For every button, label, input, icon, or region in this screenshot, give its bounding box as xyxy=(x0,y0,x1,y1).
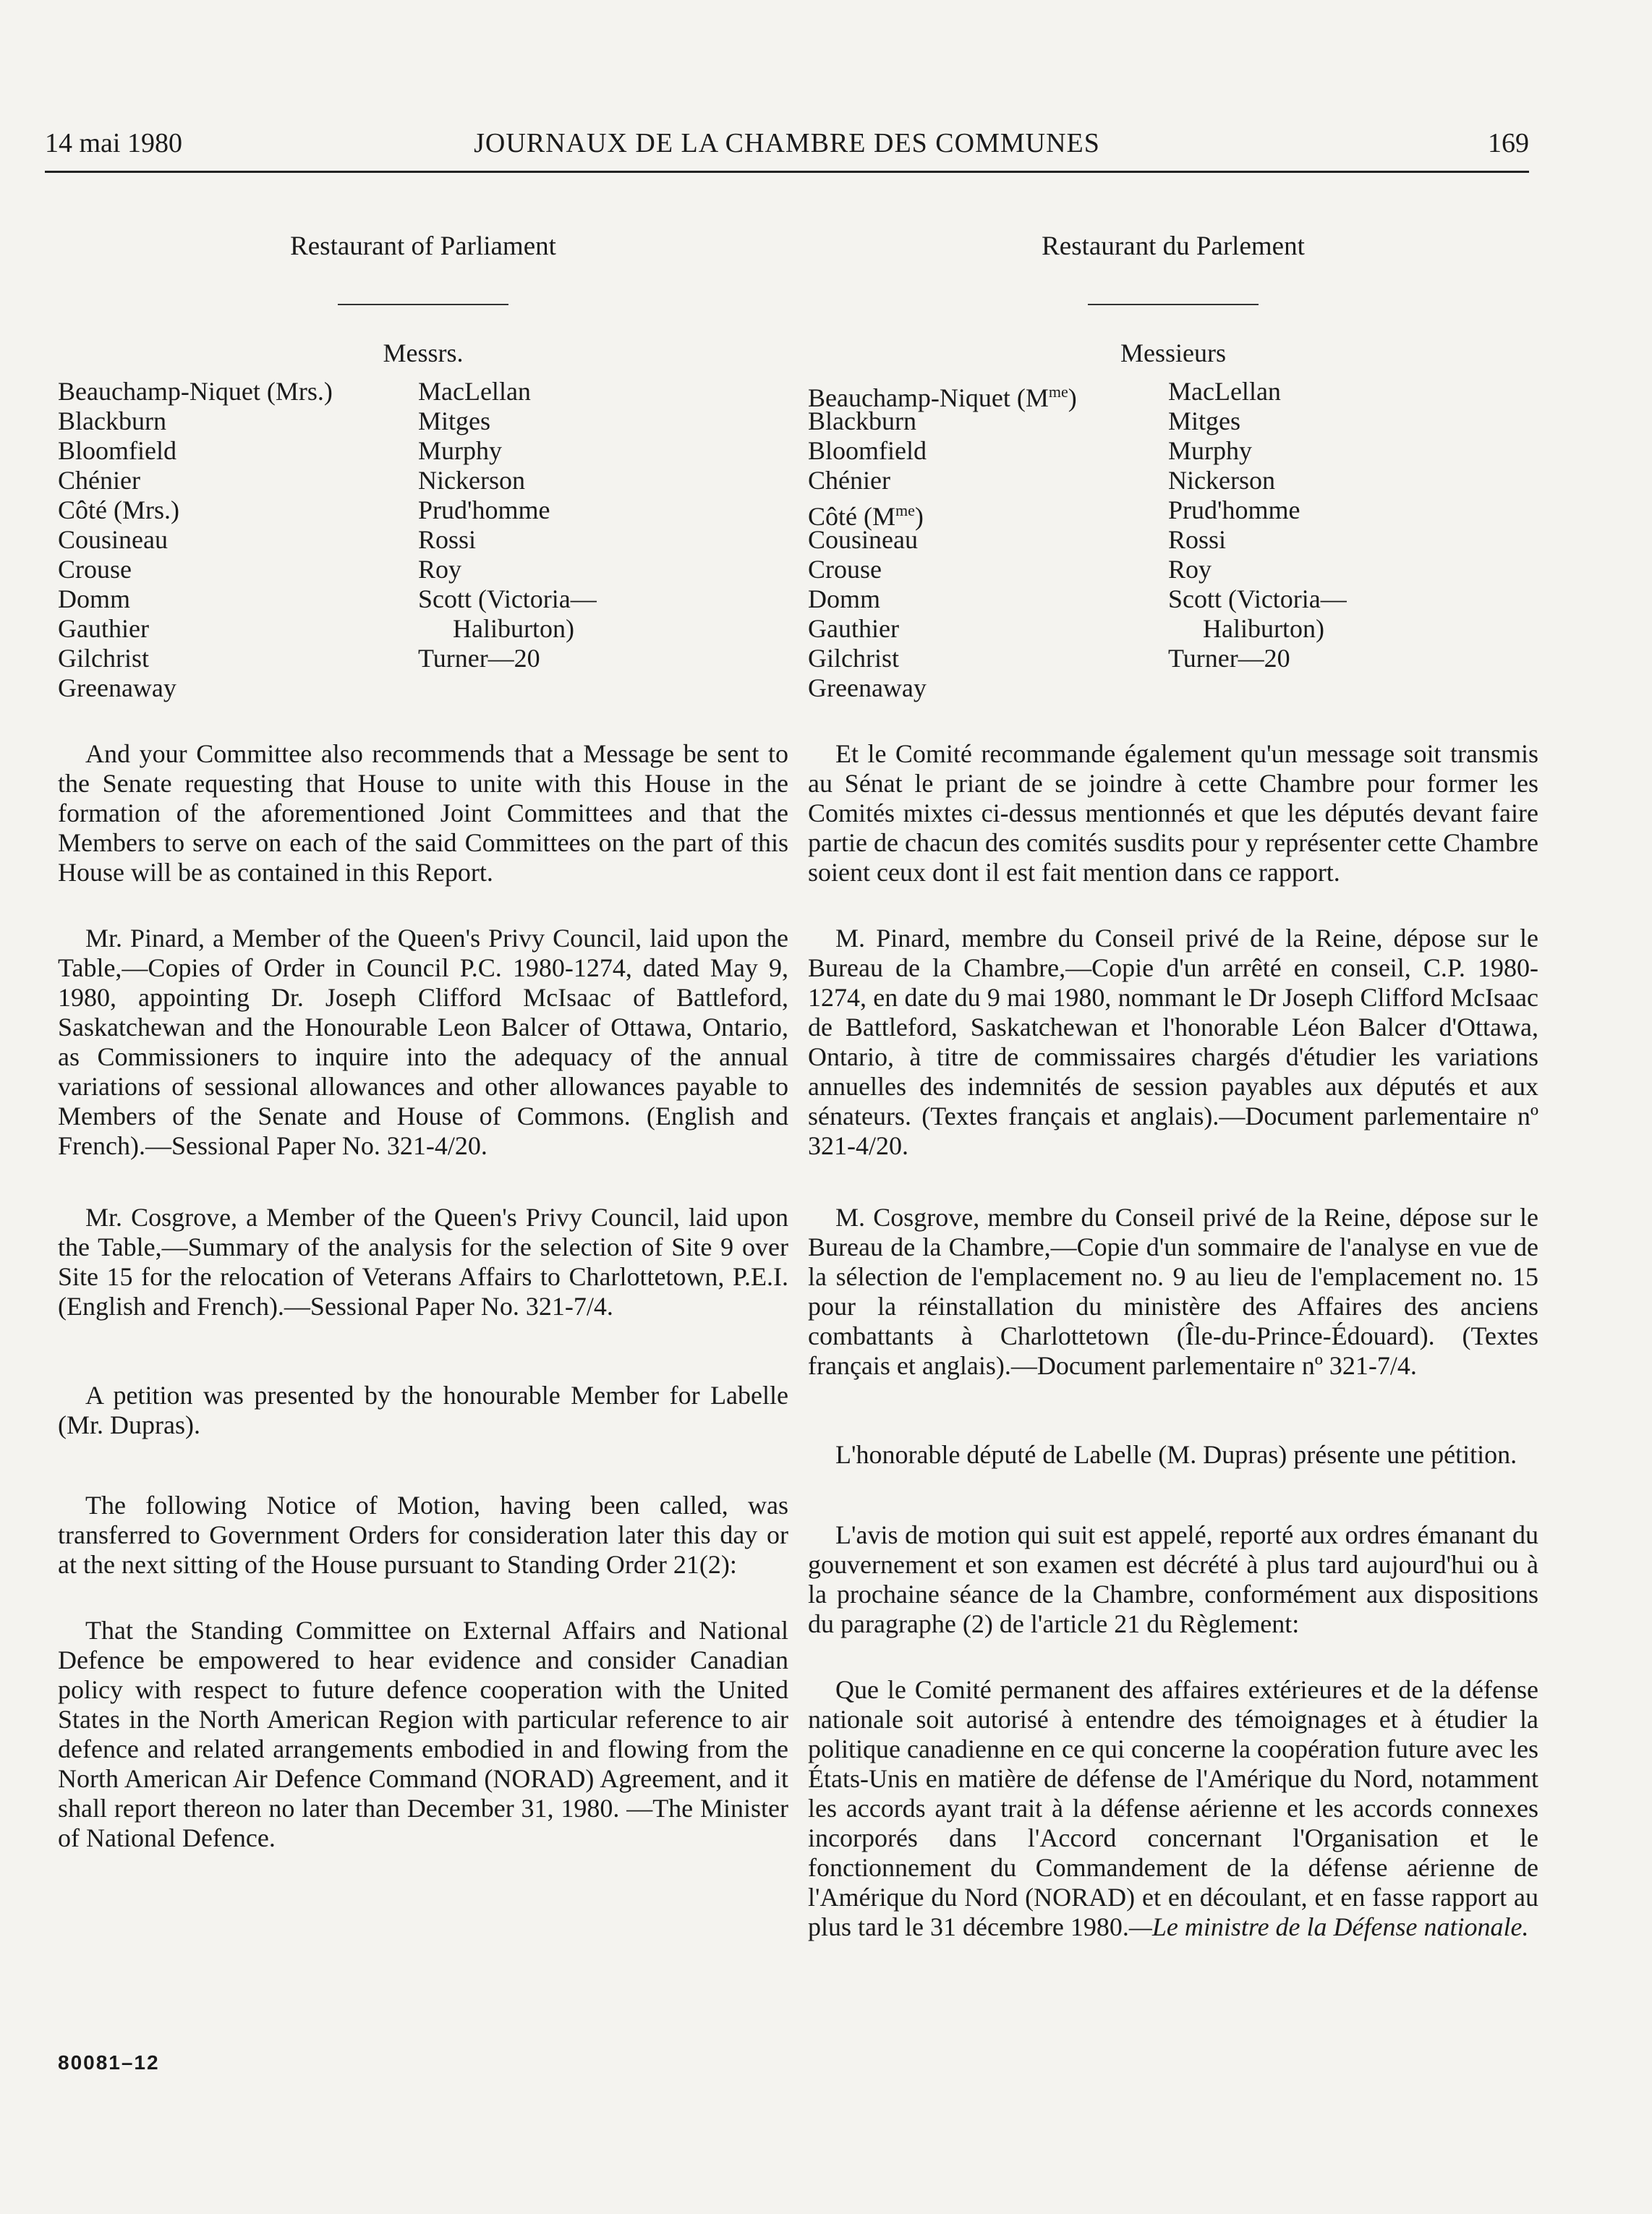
member-name: Côté $(M^{me})$ xyxy=(808,501,924,531)
paragraph-cosgrove: M. Cosgrove, membre du Conseil privé de la Reine, dépose sur le Bureau de la Chambre,—Copie d'un sommaire de l'analyse en vue de la sélection de l'emplacement no. 9 au lieu de l'emplacement no. 15 pour la réinstallation du ministère des Affaires des anciens combattants à Charlottetown (Île-du-Prince-Édouard). (Textes français et anglais).—Document parlementaire nº 321-7/4. xyxy=(808,1203,1538,1380)
paragraph-pinard: Mr. Pinard, a Member of the Queen's Privy Council, laid upon the Table,—Copies of Order in Council P.C. 1980-1274, dated May 9, 1980, appointing Dr. Joseph Clifford McIsaac of Battleford, Saskatchewan and the Honourable Leon Balcer of Ottawa, Ontario, as Commissioners to inquire into the adequacy of the annual variations of sessional allowances and other allowances payable to Members of the Senate and House of Commons. (English and French).—Sessional Paper No. 321-4/20. xyxy=(58,924,788,1160)
member-name: Mitges xyxy=(418,406,491,435)
member-name: Turner—20 xyxy=(418,644,540,673)
header-title: JOURNAUX DE LA CHAMBRE DES COMMUNES xyxy=(474,128,1100,158)
member-name: Crouse xyxy=(58,555,132,584)
member-name: Rossi xyxy=(418,525,477,554)
member-name: Gilchrist xyxy=(58,644,149,673)
member-name: Nickerson xyxy=(418,466,525,495)
member-list-col1 xyxy=(808,377,1168,703)
paragraph-motion: Que le Comité permanent des affaires extérieures et de la défense nationale soit autorisé à entendre des témoignages et à étudier la politique canadienne en ce qui concerne la coopération future avec les États-Unis en matière de défense de l'Amérique du Nord, notamment les accords ayant trait à la défense aérienne et les accords connexes incorporés dans l'Accord concernant l'Organisation et le fonctionnement du Commandement de la défense aérienne de l'Amérique du Nord (NORAD) et en découlant, et en fasse rapport au plus tard le 31 décembre 1980.—Le ministre de la Défense nationale. xyxy=(808,1675,1538,1941)
english-column xyxy=(58,231,788,1853)
member-name: MacLellan xyxy=(1168,377,1281,406)
member-list xyxy=(58,377,788,703)
member-name: Rossi xyxy=(1168,525,1227,554)
divider xyxy=(1088,304,1259,305)
member-name: Roy xyxy=(418,555,462,584)
member-name: Murphy xyxy=(418,436,502,465)
paragraph-message: Et le Comité recommande également qu'un message soit transmis au Sénat le priant de se joindre à cette Chambre pour former les Comités mixtes ci-dessus mentionnés et que les députés devant faire partie de chacun des comités susdits pour y représenter cette Chambre soient ceux dont il est fait mention dans ce rapport. xyxy=(808,739,1538,887)
member-name: Cousineau xyxy=(58,525,168,554)
member-name: Crouse xyxy=(808,555,882,584)
member-name: Bloomfield xyxy=(58,436,176,465)
member-list-col2 xyxy=(418,377,780,703)
section-heading: Restaurant of Parliament xyxy=(290,231,556,261)
members-label: Messrs. xyxy=(383,339,464,367)
french-column xyxy=(808,231,1538,1942)
member-name: Domm xyxy=(58,584,131,613)
member-name: Gauthier xyxy=(58,614,149,643)
paragraph-petition: L'honorable député de Labelle (M. Dupras) présente une pétition. xyxy=(835,1440,1517,1469)
paragraph-notice: The following Notice of Motion, having been called, was transferred to Government Orders for consideration later this day or at the next sitting of the House pursuant to Standing Order 21(2): xyxy=(58,1491,788,1579)
member-name: Côté (Mrs.) xyxy=(58,495,179,524)
member-name: Haliburton) xyxy=(453,614,574,643)
section-heading: Restaurant du Parlement xyxy=(1042,231,1305,261)
paragraph-notice: L'avis de motion qui suit est appelé, reporté aux ordres émanant du gouvernement et son examen est décrété à plus tard aujourd'hui ou à la prochaine séance de la Chambre, conformément aux dispositions du paragraphe (2) de l'article 21 du Règlement: xyxy=(808,1520,1538,1638)
member-name: Roy xyxy=(1168,555,1212,584)
member-name: Bloomfield xyxy=(808,436,927,465)
member-name: Haliburton) xyxy=(1203,614,1324,643)
paragraph-message: And your Committee also recommends that a Message be sent to the Senate requesting that House to unite with this House in the formation of the aforementioned Joint Committees and that the Members to serve on each of the said Committees on the part of this House will be as contained in this Report. xyxy=(58,739,788,887)
header-date: 14 mai 1980 xyxy=(45,128,182,158)
member-name: Gauthier xyxy=(808,614,899,643)
page-number: 169 xyxy=(1488,128,1529,158)
member-list-col1 xyxy=(58,377,418,703)
member-name: Prud'homme xyxy=(418,495,550,524)
member-name: Murphy xyxy=(1168,436,1252,465)
minister-signoff: —Le ministre de la Défense nationale. xyxy=(1128,1912,1529,1941)
page-header xyxy=(45,127,1529,173)
member-list xyxy=(808,377,1538,703)
member-name: Chénier xyxy=(58,466,140,495)
member-name: Beauchamp-Niquet $(M^{me})$ xyxy=(808,383,1077,412)
member-name: Gilchrist xyxy=(808,644,899,673)
member-name: MacLellan xyxy=(418,377,531,406)
member-name: Scott (Victoria— xyxy=(1168,584,1347,613)
divider xyxy=(338,304,508,305)
print-code: 80081–12 xyxy=(58,2051,160,2074)
member-list-col2 xyxy=(1168,377,1530,703)
member-name: Mitges xyxy=(1168,406,1241,435)
paragraph-pinard: M. Pinard, membre du Conseil privé de la Reine, dépose sur le Bureau de la Chambre,—Copie d'un arrêté en conseil, C.P. 1980-1274, en date du 9 mai 1980, nommant le Dr Joseph Clifford McIsaac de Battleford, Saskatchewan et l'honorable Léon Balcer d'Ottawa, Ontario, à titre de commissaires chargés d'étudier les variations annuelles des indemnités de session payables aux députés et aux sénateurs. (Textes français et anglais).—Document parlementaire nº 321-4/20. xyxy=(808,924,1538,1160)
member-name: Cousineau xyxy=(808,525,918,554)
member-name: Domm xyxy=(808,584,881,613)
member-name: Blackburn xyxy=(58,406,166,435)
member-name: Nickerson xyxy=(1168,466,1275,495)
paragraph-motion: That the Standing Committee on External Affairs and National Defence be empowered to hear evidence and consider Canadian policy with respect to future defence cooperation with the United States in the North American Region with particular reference to air defence and related arrangements embodied in and flowing from the North American Air Defence Command (NORAD) Agreement, and it shall report thereon no later than December 31, 1980. —The Minister of National Defence. xyxy=(58,1616,788,1852)
member-name: Beauchamp-Niquet (Mrs.) xyxy=(58,377,333,406)
member-name: Blackburn xyxy=(808,406,916,435)
members-label: Messieurs xyxy=(1120,339,1226,367)
paragraph-petition: A petition was presented by the honourable Member for Labelle (Mr. Dupras). xyxy=(58,1381,788,1439)
member-name: Turner—20 xyxy=(1168,644,1290,673)
member-name: Greenaway xyxy=(58,673,176,702)
paragraph-cosgrove: Mr. Cosgrove, a Member of the Queen's Privy Council, laid upon the Table,—Summary of the analysis for the selection of Site 9 over Site 15 for the relocation of Veterans Affairs to Charlottetown, P.E.I. (English and French).—Sessional Paper No. 321-7/4. xyxy=(58,1203,788,1321)
member-name: Greenaway xyxy=(808,673,927,702)
member-name: Chénier xyxy=(808,466,890,495)
member-name: Scott (Victoria— xyxy=(418,584,597,613)
member-name: Prud'homme xyxy=(1168,495,1300,524)
